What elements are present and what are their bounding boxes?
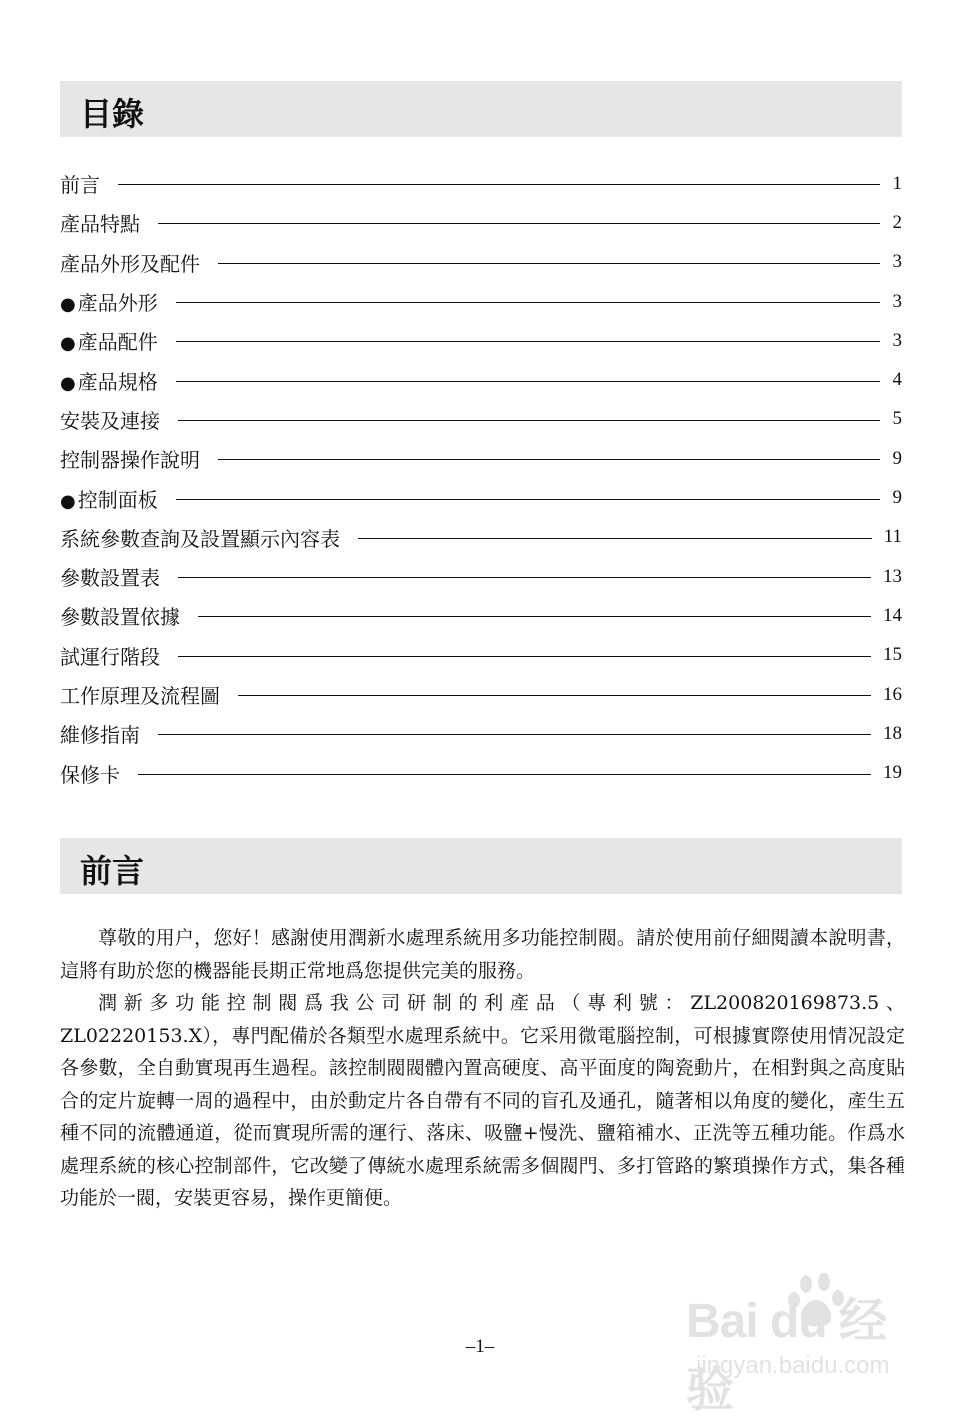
toc-entry-page: 3: [892, 251, 902, 273]
toc-entry-page: 15: [883, 644, 902, 666]
toc-entry-page: 16: [883, 683, 902, 705]
toc-entry-title: [60, 366, 158, 395]
toc-entry-page: 3: [892, 329, 902, 351]
toc-entry[interactable]: [60, 400, 902, 439]
toc-entry[interactable]: [60, 518, 902, 557]
toc-leader-line: [178, 656, 871, 657]
toc-entry-title: [60, 444, 200, 473]
toc-leader-line: [178, 577, 871, 578]
toc-heading-bar: [60, 81, 902, 137]
bullet-icon: ●: [60, 372, 76, 394]
toc-entry-label: 前言: [60, 173, 100, 198]
toc-leader-line: [176, 341, 880, 342]
toc-entry[interactable]: [60, 282, 902, 321]
toc-leader-line: [198, 616, 871, 617]
baidu-jingyan-watermark: [686, 1270, 916, 1417]
toc-leader-line: [176, 302, 880, 303]
toc-entry[interactable]: [60, 675, 902, 714]
toc-entry-label: 參數設置表: [60, 566, 160, 591]
toc-leader-line: [158, 734, 871, 735]
toc-entry[interactable]: [60, 243, 902, 282]
toc-entry-title: [60, 326, 158, 355]
toc-entry[interactable]: [60, 360, 902, 399]
toc-entry-title: [60, 601, 180, 630]
toc-entry-label: 控制器操作說明: [60, 448, 200, 473]
watermark-logo: Bai du 经验: [686, 1295, 887, 1417]
toc-entry[interactable]: [60, 636, 902, 675]
toc-entry-label: 維修指南: [60, 723, 140, 748]
toc-leader-line: [118, 184, 880, 185]
toc-entry-page: 2: [892, 211, 902, 233]
toc-leader-line: [218, 459, 880, 460]
toc-entry-label: 系統參數查詢及設置顯示內容表: [60, 526, 340, 551]
toc-entry-title: [60, 405, 160, 434]
toc-entry-page: 11: [883, 526, 902, 548]
toc-entry-page: 13: [883, 565, 902, 587]
toc-entry-page: 1: [892, 172, 902, 194]
toc-entry-page: 18: [883, 722, 902, 744]
toc-entry-title: [60, 287, 158, 316]
toc-entry-title: [60, 169, 100, 198]
toc-entry[interactable]: [60, 557, 902, 596]
toc-leader-line: [158, 223, 880, 224]
preface-heading-bar: [60, 838, 902, 894]
toc-entry-label: 控制面板: [77, 487, 158, 512]
toc-entry-label: 產品外形: [77, 291, 158, 316]
page-number: –1–: [465, 1336, 495, 1357]
toc-entry-title: [60, 484, 158, 513]
toc-entry-label: 試運行階段: [60, 644, 160, 669]
toc-entry-title: [60, 208, 140, 237]
toc-entry-title: [60, 562, 160, 591]
bullet-icon: ●: [60, 333, 76, 355]
toc-entry-title: [60, 641, 160, 670]
toc-entry-label: 安裝及連接: [60, 408, 160, 433]
toc-entry[interactable]: [60, 439, 902, 478]
toc-leader-line: [218, 263, 880, 264]
toc-entry[interactable]: [60, 753, 902, 792]
paw-icon: [786, 1270, 850, 1334]
toc-entry-title: [60, 719, 140, 748]
toc-entry-page: 9: [892, 447, 902, 469]
toc-entry-label: 產品外形及配件: [60, 251, 200, 276]
toc-leader-line: [138, 774, 871, 775]
preface-body: [60, 922, 905, 1215]
toc-leader-line: [178, 420, 880, 421]
toc-entry[interactable]: [60, 164, 902, 203]
toc-entry[interactable]: [60, 321, 902, 360]
toc-entry-title: [60, 248, 200, 277]
toc-leader-line: [176, 381, 880, 382]
toc-entry-label: 工作原理及流程圖: [60, 684, 220, 708]
toc-entry-title: [60, 759, 120, 788]
toc-entry-label: 產品規格: [77, 369, 158, 394]
watermark-url: jingyan.baidu.com: [696, 1352, 890, 1379]
preface-paragraph-1: 尊敬的用户，您好！感謝使用潤新水處理系統用多功能控制閥。請於使用前仔細閱讀本說明書，這將有助於您的機器能長期正常地爲您提供完美的服務。: [60, 927, 905, 982]
toc-entry-page: 5: [892, 408, 902, 430]
toc-entry-page: 3: [892, 290, 902, 312]
preface-heading: 前言: [80, 852, 145, 890]
bullet-icon: ●: [60, 294, 76, 316]
preface-paragraph-2: 潤新多功能控制閥爲我公司研制的利產品（專利號：ZL200820169873.5、ZL02220153.X），專門配備於各類型水處理系統中。它采用微電腦控制，可根據實際使用情况設定各參數，全自動實現再生過程。該控制閥閥體內置高硬度、高平面度的陶瓷動片，在相對與之高度貼合的定片旋轉一周的過程中，由於動定片各自帶有不同的盲孔及通孔，隨著相以角度的變化，產生五種不同的流體通道，從而實現所需的運行、落床、吸鹽+慢洗、鹽箱補水、正洗等五種功能。作爲水處理系統的核心控制部件，它改變了傳統水處理系統需多個閥門、多打管路的繁瑣操作方式，集各種功能於一閥，安裝更容易，操作更簡便。: [60, 992, 905, 1209]
toc-entry-page: 14: [883, 604, 902, 626]
toc-entry-label: 產品配件: [77, 330, 158, 355]
toc-entry[interactable]: [60, 478, 902, 517]
toc-entry-page: 9: [892, 487, 902, 509]
toc-entry-title: [60, 680, 220, 709]
toc-leader-line: [176, 499, 880, 500]
toc-list: [60, 164, 902, 793]
toc-entry[interactable]: [60, 596, 902, 635]
toc-entry-title: [60, 523, 340, 552]
toc-entry-label: 保修卡: [60, 762, 120, 787]
toc-entry[interactable]: [60, 714, 902, 753]
toc-leader-line: [358, 538, 872, 539]
toc-entry-label: 產品特點: [60, 212, 140, 237]
toc-entry-page: 4: [892, 369, 902, 391]
toc-heading: 目錄: [80, 95, 145, 133]
bullet-icon: ●: [60, 490, 76, 512]
toc-entry[interactable]: [60, 203, 902, 242]
toc-leader-line: [238, 695, 871, 696]
toc-entry-label: 參數設置依據: [60, 605, 180, 630]
toc-entry-page: 19: [883, 762, 902, 784]
